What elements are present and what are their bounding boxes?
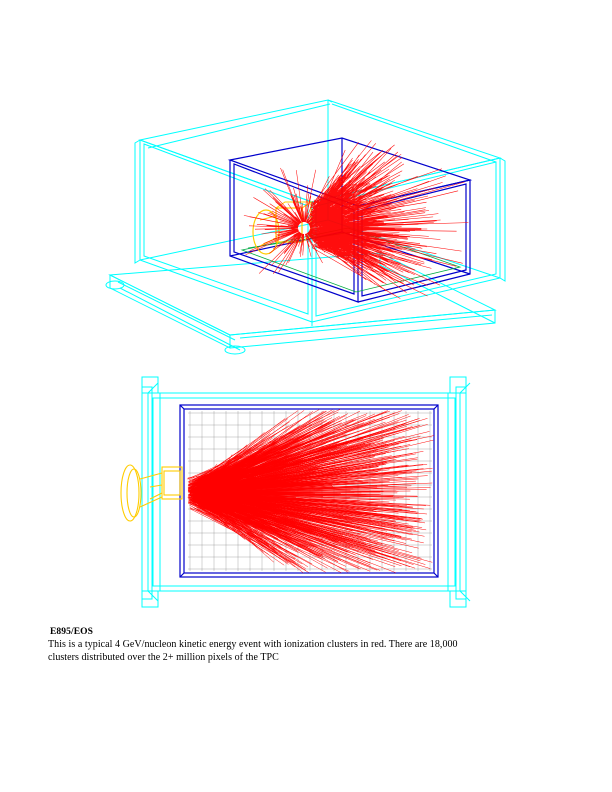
cluster-track-bundle (244, 141, 469, 299)
cluster-track-bundle (187, 409, 433, 573)
tpc-3d-svg (80, 60, 540, 360)
caption-line-1: This is a typical 4 GeV/nucleon kinetic energy event with ionization clusters in red. There are 18,000 (48, 639, 458, 650)
caption-line-2: clusters distributed over the 2+ million pixels of the TPC (48, 652, 279, 663)
caption-title: E895/EOS (50, 627, 94, 637)
ionization-clusters (244, 141, 469, 299)
figure-caption (48, 627, 558, 664)
tpc-side-projection-view (120, 375, 490, 620)
support-base (106, 253, 495, 354)
side-ionization-clusters (187, 409, 433, 573)
tpc-3d-perspective-view (80, 60, 540, 360)
tpc-side-svg (120, 375, 490, 620)
